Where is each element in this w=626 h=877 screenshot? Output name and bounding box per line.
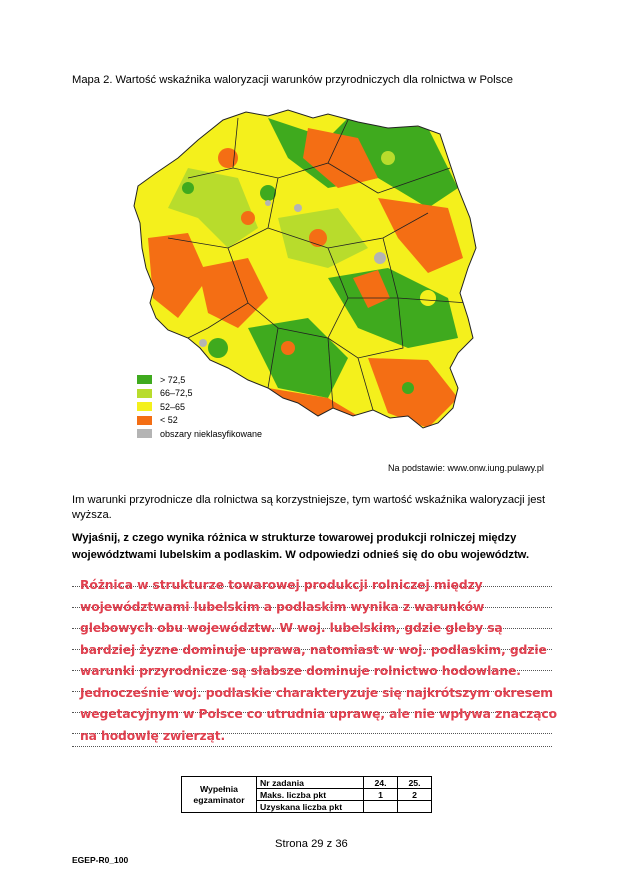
max-points: 1: [364, 789, 398, 801]
task-number: 24.: [364, 777, 398, 789]
map-title: Mapa 2. Wartość wskaźnika waloryzacji warunków przyrodniczych dla rolnictwa w Polsce: [72, 74, 514, 86]
earned-points-cell[interactable]: [398, 801, 432, 813]
legend-item: [137, 427, 262, 441]
legend-label: > 72,5: [160, 374, 186, 385]
legend-swatch: [137, 375, 152, 384]
earned-points-cell[interactable]: [364, 801, 398, 813]
legend-label: < 52: [160, 415, 178, 426]
exam-code: EGEP-R0_100: [72, 855, 129, 865]
legend-label: 52–65: [160, 401, 186, 412]
legend-swatch: [137, 402, 152, 411]
handwritten-answer[interactable]: Różnica w strukturze towarowej produkcji rolniczej między województwami lubelskim a podlaskim wynika z warunków glebowych obu województw. W woj. lubelskim, gdzie gleby są bardziej żyzne dominuje uprawa, natomiast w woj. podlaskim, gdzie warunki przyrodnicze są słabsze dominuje rolnictwo hodowlane. Jednocześnie woj. podlaskie charakteryzuje się najkrótszym okresem wegetacyjnym w Polsce co utrudnia uprawę, ale nie wpływa znacząco na hodowlę zwierząt.: [80, 578, 557, 743]
legend-swatch: [137, 429, 152, 438]
task-number: 25.: [398, 777, 432, 789]
score-table: [181, 776, 432, 813]
task-intro: Im warunki przyrodnicze dla rolnictwa są korzystniejsze, tym wartość wskaźnika waloryzacji jest wyższa.: [72, 494, 546, 521]
legend-item: [137, 373, 262, 387]
legend-item: [137, 387, 262, 401]
legend-item: [137, 414, 262, 428]
max-points: 2: [398, 789, 432, 801]
filled-by-label: Wypełnia egzaminator: [182, 777, 257, 813]
task-number-label: Nr zadania: [257, 777, 364, 789]
max-points-label: Maks. liczba pkt: [257, 789, 364, 801]
task-question: Wyjaśnij, z czego wynika różnica w strukturze towarowej produkcji rolniczej między województwami lubelskim a podlaskim. W odpowiedzi odnieś się do obu województw.: [72, 532, 530, 561]
earned-points-label: Uzyskana liczba pkt: [257, 801, 364, 813]
map-legend: [137, 373, 262, 441]
map-source: Na podstawie: www.onw.iung.pulawy.pl: [388, 463, 544, 473]
legend-label: obszary nieklasyfikowane: [160, 428, 263, 439]
legend-item: [137, 400, 262, 414]
legend-label: 66–72,5: [160, 388, 193, 399]
legend-swatch: [137, 389, 152, 398]
legend-swatch: [137, 416, 152, 425]
page-number: Strona 29 z 36: [275, 838, 348, 850]
